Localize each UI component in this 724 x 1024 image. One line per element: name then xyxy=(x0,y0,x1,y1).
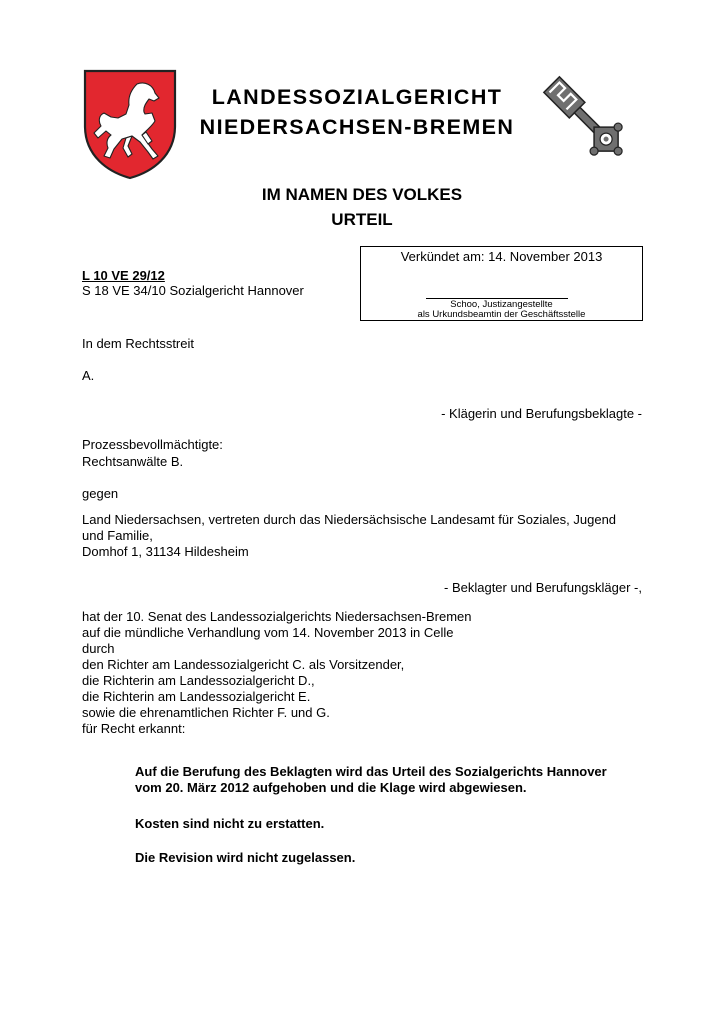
panel-line: auf die mündliche Verhandlung vom 14. November 2013 in Celle xyxy=(82,625,454,640)
heading-judgment: URTEIL xyxy=(331,210,393,229)
clerk-role: als Urkundsbeamtin der Geschäftsstelle xyxy=(417,309,586,320)
defendant-line2: und Familie, xyxy=(82,528,153,543)
defendant-role: - Beklagter und Berufungskläger -, xyxy=(444,580,642,595)
panel-line: die Richterin am Landessozialgericht E. xyxy=(82,689,311,704)
ruling-line1: Auf die Berufung des Beklagten wird das Urteil des Sozialgerichts Hannover xyxy=(135,764,607,779)
panel-line: hat der 10. Senat des Landessozialgerichts Niedersachsen-Bremen xyxy=(82,609,472,624)
counsel-label: Prozessbevollmächtigte: xyxy=(82,437,223,452)
ruling-revision: Die Revision wird nicht zugelassen. xyxy=(135,850,356,865)
court-name-line1: LANDESSOZIALGERICHT xyxy=(211,85,503,109)
lower-court-reference: S 18 VE 34/10 Sozialgericht Hannover xyxy=(82,283,304,298)
panel-line: durch xyxy=(82,641,115,656)
plaintiff-name: A. xyxy=(82,368,95,383)
counsel-name: Rechtsanwälte B. xyxy=(82,454,184,469)
ruling-line2: vom 20. März 2012 aufgehoben und die Klage wird abgewiesen. xyxy=(135,780,527,795)
defendant-line1: Land Niedersachsen, vertreten durch das Niedersächsische Landesamt für Soziales, Jugend xyxy=(82,512,617,527)
panel-line: die Richterin am Landessozialgericht D., xyxy=(82,673,315,688)
heading-in-the-name: IM NAMEN DES VOLKES xyxy=(261,185,463,204)
panel-line: den Richter am Landessozialgericht C. als Vorsitzender, xyxy=(82,657,405,672)
announcement-box xyxy=(360,246,643,321)
panel-line: sowie die ehrenamtlichen Richter F. und G. xyxy=(82,705,330,720)
intro-text: In dem Rechtsstreit xyxy=(82,336,194,351)
defendant-address: Domhof 1, 31134 Hildesheim xyxy=(82,544,249,559)
clerk-name: Schoo, Justizangestellte xyxy=(450,299,553,310)
file-number: L 10 VE 29/12 xyxy=(82,268,165,283)
ruling-costs: Kosten sind nicht zu erstatten. xyxy=(135,816,325,831)
plaintiff-role: - Klägerin und Berufungsbeklagte - xyxy=(441,406,642,421)
lower-saxony-horse-crest-icon xyxy=(82,68,178,180)
announcement-date: Verkündet am: 14. November 2013 xyxy=(400,249,603,264)
bremen-key-icon xyxy=(542,72,632,168)
court-name-line2: NIEDERSACHSEN-BREMEN xyxy=(199,115,515,139)
against-text: gegen xyxy=(82,486,119,501)
panel-line: für Recht erkannt: xyxy=(82,721,186,736)
